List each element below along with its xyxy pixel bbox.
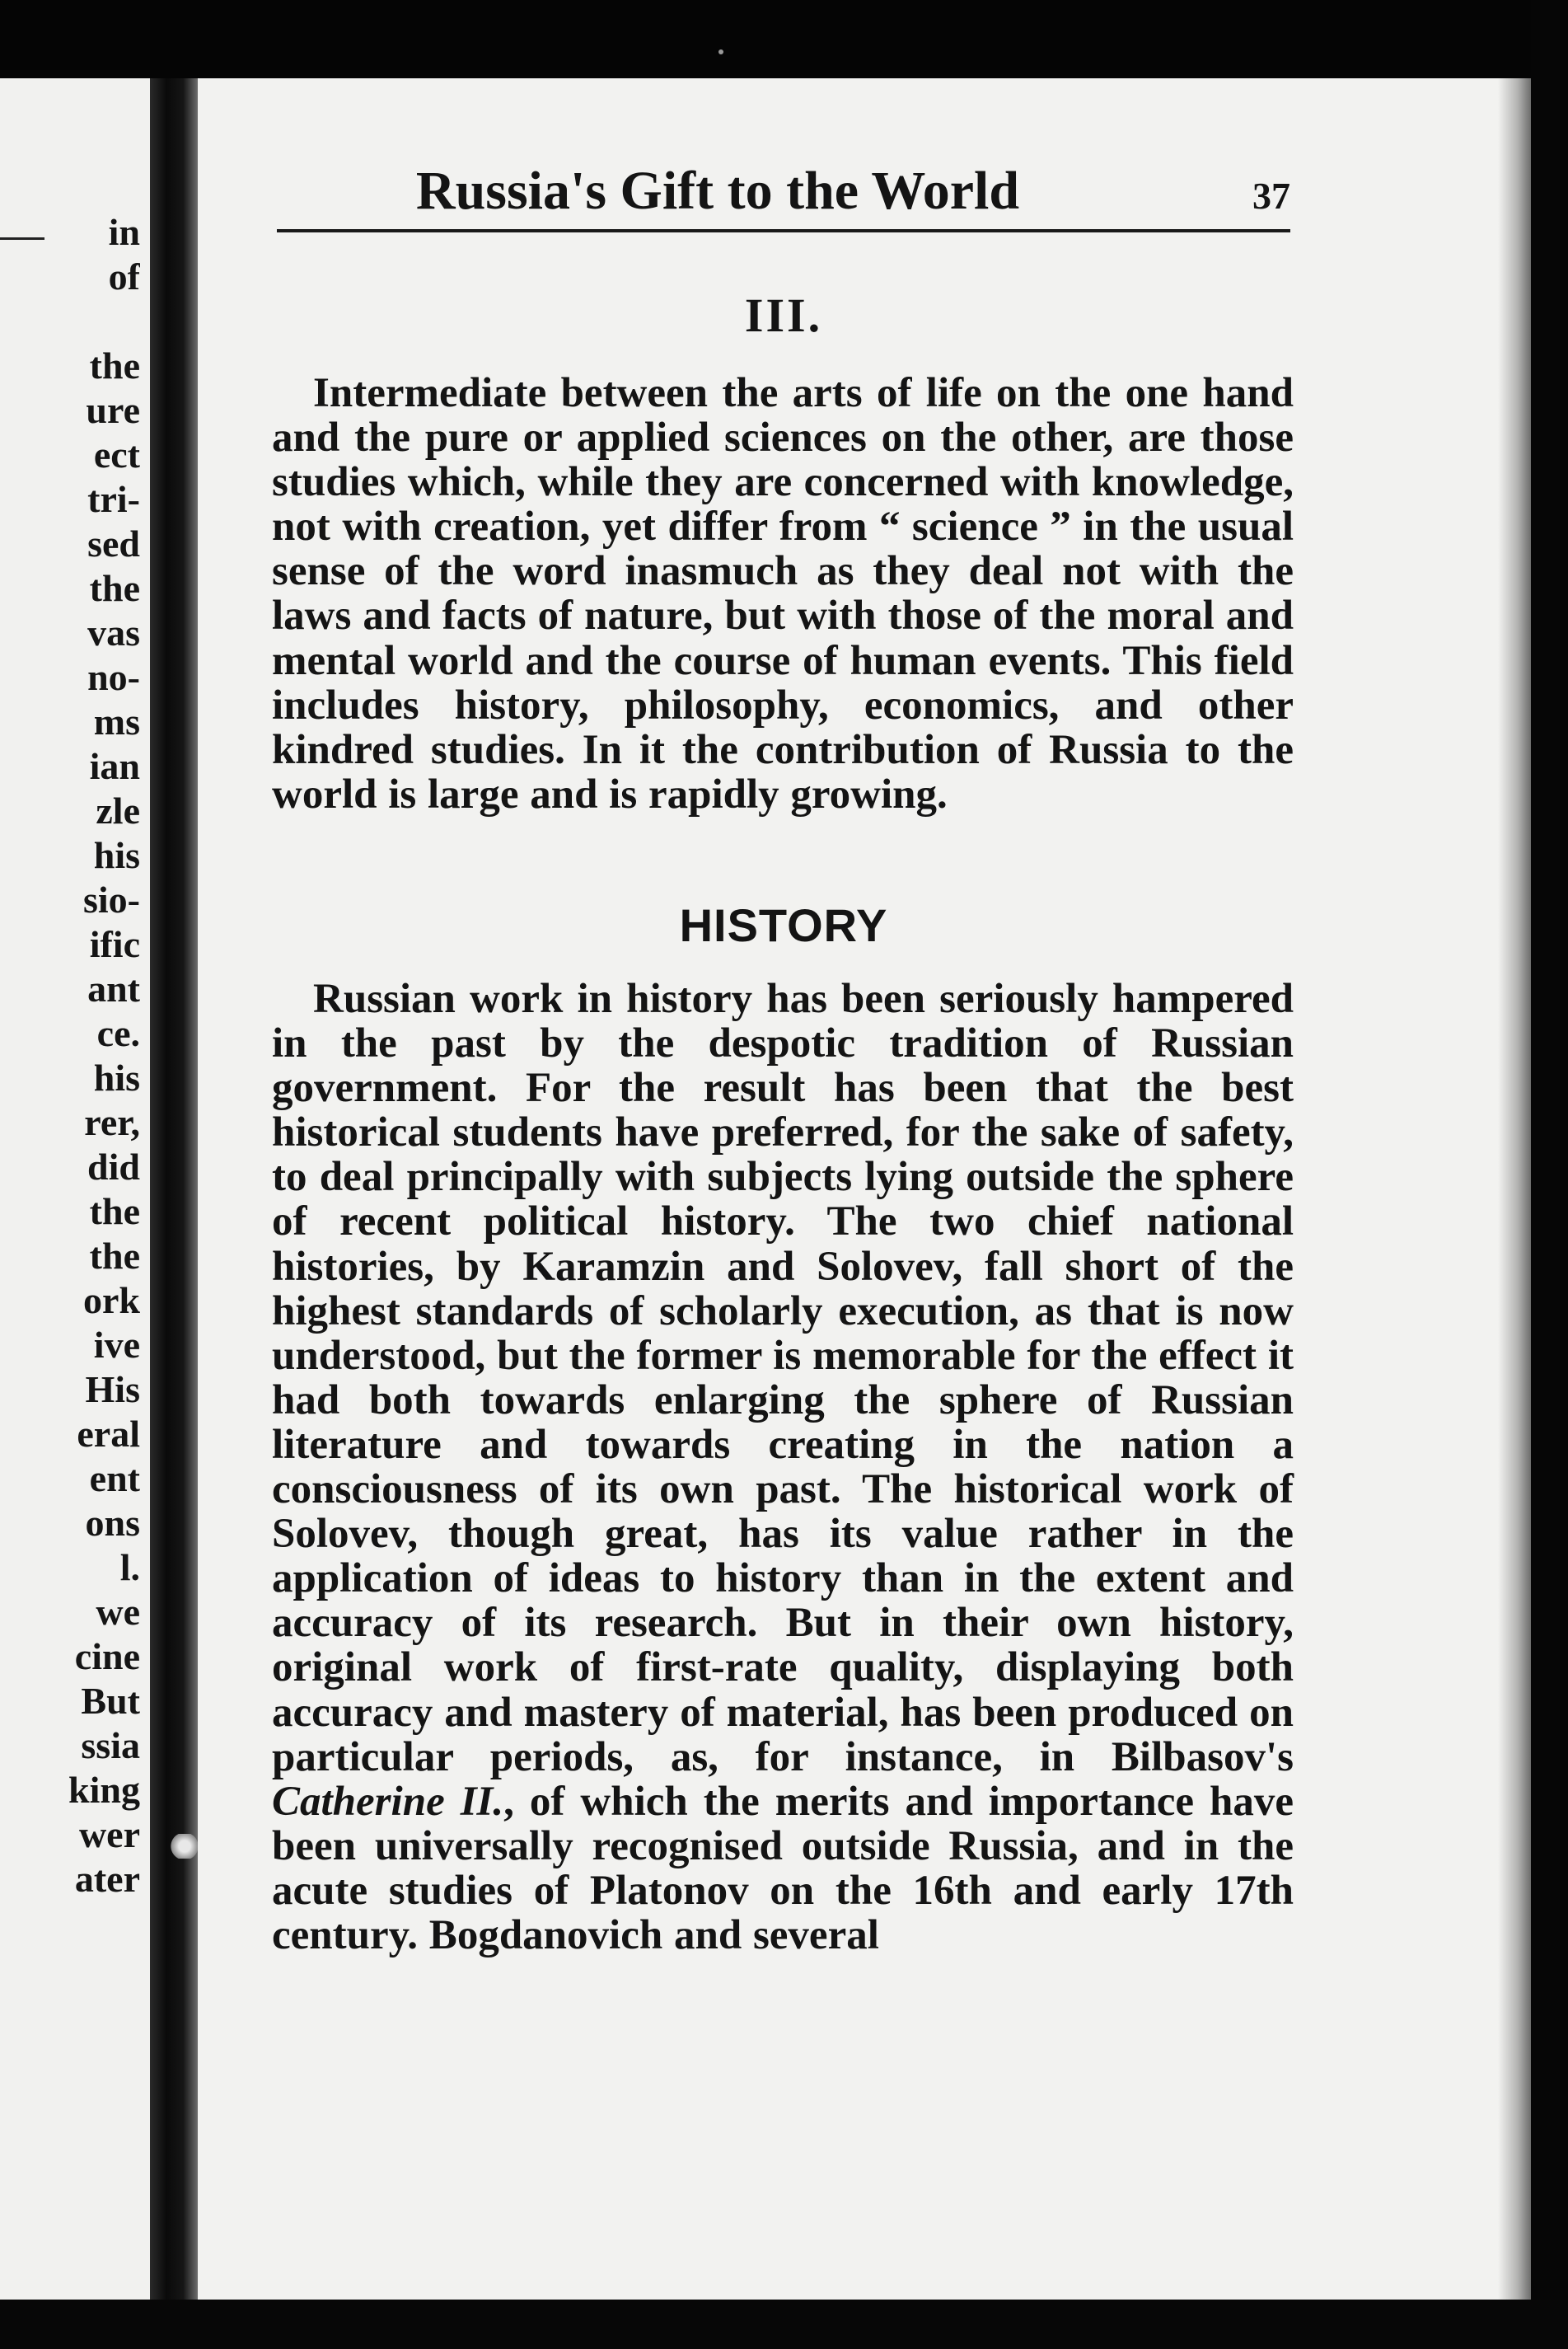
page-edge-shadow xyxy=(1498,78,1531,2300)
scan-right-border xyxy=(1531,0,1568,2349)
fragment-line: ian xyxy=(89,745,140,787)
fragment-line: no- xyxy=(87,656,140,698)
fragment-line: His xyxy=(85,1368,140,1410)
fragment-line: ssia xyxy=(81,1724,140,1766)
fragment-line: ant xyxy=(87,968,140,1010)
fragment-line: tri- xyxy=(87,478,140,520)
fragment-line: in xyxy=(108,211,140,253)
fragment-line: king xyxy=(68,1769,140,1811)
history-heading: HISTORY xyxy=(679,899,888,951)
fragment-line: cine xyxy=(74,1635,140,1677)
fragment-line: wer xyxy=(78,1813,140,1855)
fragment-line: ce. xyxy=(96,1012,140,1054)
fragment-line: ific xyxy=(89,923,140,965)
fragment-line xyxy=(0,299,140,344)
fragment-line: the xyxy=(89,345,140,387)
fragment-line: the xyxy=(89,1235,140,1277)
header-rule xyxy=(277,229,1290,232)
fragment-line: the xyxy=(89,567,140,609)
fragment-line: sed xyxy=(87,523,140,565)
fragment-line: ork xyxy=(83,1279,140,1321)
fragment-line: of xyxy=(108,256,140,298)
fragment-line: ect xyxy=(93,434,140,476)
fragment-line: eral xyxy=(77,1413,140,1455)
history-text-part-1: Russian work in history has been seriously hampered in the past by the despotic tradition of Russian government. For the result has been that the best historical students have preferred, for the sake of safety, to deal principally with subjects lying outside the sphere of recent political history. The two chief national histories, by Karamzin and Solovev, fall short of the highest standards of scholarly execution, as that is now understood, but the former is memorable for the effect it had both towards enlarging the sphere of Russian literature and towards creating in the nation a consciousness of its own past. The historical work of Solovev, though great, has its value rather in the application of ideas to history than in the extent and accuracy of its research. But in their own history, original work of first-rate quality, displaying both accuracy and mastery of material, has been produced on particular periods, as, for instance, in Bilbasov's xyxy=(272,976,1294,1780)
fragment-line: did xyxy=(87,1146,140,1188)
fragment-line: l. xyxy=(119,1546,140,1588)
fragment-line: his xyxy=(93,834,140,876)
intro-paragraph: Intermediate between the arts of life on the one hand and the pure or applied sciences on the other, are those studies which, while they are concerned with knowledge, not with creation, yet differ from “ science ” in the usual sense of the word inasmuch as they deal not with the laws and facts of nature, but with those of the moral and mental world and the course of human events. This field includes history, philosophy, economics, and other kindred studies. In it the contribution of Russia to the world is large and is rapidly growing. xyxy=(272,370,1294,818)
fragment-line: But xyxy=(81,1680,140,1722)
history-paragraph xyxy=(272,977,1294,1958)
fragment-line: we xyxy=(96,1591,140,1633)
page-header xyxy=(277,157,1290,232)
fragment-line: ure xyxy=(86,389,140,431)
fragment-line: ive xyxy=(93,1324,140,1366)
scan-bottom-border xyxy=(0,2300,1568,2349)
fragment-line: his xyxy=(93,1057,140,1099)
scan-dust-speck xyxy=(718,49,723,54)
running-title: Russia's Gift to the World xyxy=(415,161,1020,221)
page-number: 37 xyxy=(1252,175,1290,217)
fragment-line: ms xyxy=(93,701,140,743)
fragment-line: zle xyxy=(96,790,140,832)
fragment-line: vas xyxy=(87,612,140,654)
book-title-catherine-ii: Catherine II. xyxy=(272,1778,504,1825)
previous-page-text-fragments xyxy=(0,210,140,1901)
fragment-line: ent xyxy=(89,1457,140,1499)
binding-mark xyxy=(170,1834,199,1859)
section-number: III. xyxy=(744,288,823,342)
fragment-line: the xyxy=(89,1190,140,1232)
scan-top-border xyxy=(0,0,1568,78)
fragment-line: ons xyxy=(85,1502,140,1544)
fragment-line: sio- xyxy=(83,879,140,921)
fragment-line: rer, xyxy=(84,1101,140,1143)
fragment-line: ater xyxy=(74,1858,140,1900)
history-text-part-2: , of which the merits and importance have been universally recognised outside Russia, and in the acute studies of Platonov on the 16th and early 17th century. Bogdanovich and several xyxy=(272,1778,1294,1958)
book-gutter-shadow xyxy=(150,78,198,2300)
